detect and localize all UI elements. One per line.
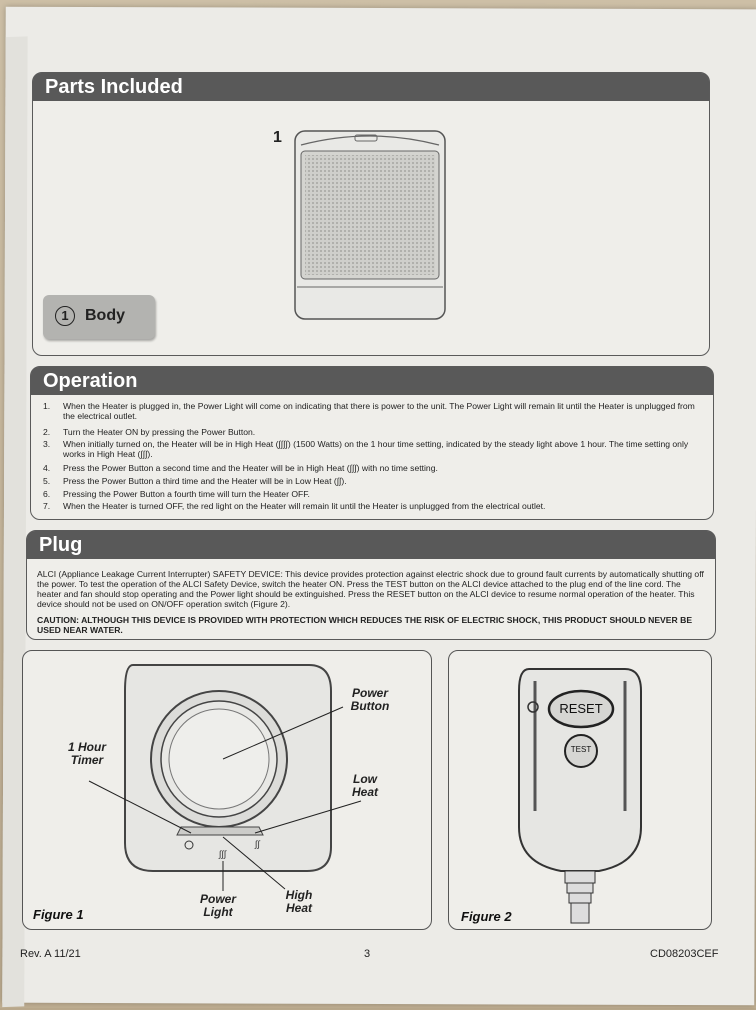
power-button-label: Power Button [350,686,390,713]
test-button: TEST [570,745,592,754]
body-label-badge [43,295,155,339]
operation-title: Operation [43,370,138,392]
plug-title: Plug [39,534,83,556]
low-heat-label: Low Heat [351,772,378,799]
parts-included-title: Parts Included [45,76,183,98]
heater-illustration [287,125,457,325]
body-label-number: 1 [55,306,75,326]
caution-text: CAUTION: ALTHOUGH THIS DEVICE IS PROVIDED WITH PROTECTION WHICH REDUCES THE RISK OF ELECTRIC SHOCK, THIS PRODUCT SHOULD NEVER BE USED NEAR WATER. [37,615,693,635]
plug-header [27,531,715,559]
body-label-text: Body [85,307,125,324]
figure-2-caption: Figure 2 [461,909,512,924]
figure-1-panel [22,650,432,930]
figure-1-caption: Figure 1 [33,907,84,922]
part-number: 1 [273,129,282,146]
one-hour-timer-label: 1 Hour Timer [67,740,106,767]
footer-revision: Rev. A 11/21 [20,948,81,960]
operation-section: Operation 1. When the Heater is plugged in, the Power Light will come on indicating that there is power to the unit. The Power Light will remain lit until the Heater is unplugged from the electrical outlet. 2. Turn the Heater ON by pressing the Power Button. 3. When initially turned on, the Heater will be in High Heat (∫∫∫∫) (1500 Watts) on the 1 hour time setting, indicated by the steady light above 1 hour. The time setting only works in High Heat (∫∫∫). 4. Press the Power Button a second time and the Heater will be in High Heat (∫∫∫) with no time setting. 5. Press the Power Button a third time and the Heater will be in Low Heat (∫∫). 6. Pressing the Power Button a fourth time will turn the Heater OFF. 7. When the Heater is turned OFF, the red light on the Heater will remain lit until the Heater is unplugged from the electrical outlet. [30,366,714,520]
reset-button: RESET [559,701,603,716]
operation-header [31,367,713,395]
parts-included-section [32,72,710,356]
alci-plug-illustration [449,651,711,929]
plug-paragraph: ALCI (Appliance Leakage Current Interrupter) SAFETY DEVICE: This device provides protection against electric shock due to ground fault currents by automatically shutting off the power. To test the operation of the ALCI Safety Device, switch the heater ON. Press the TEST button on the ALCI device attached to the plug end of the line cord. The heater and fan should stop operating and the Power light should be extinguished. Press the RESET button on the ALCI device to resume normal operation of the heater. This device should not be used on ON/OFF operation switch (Figure 2). [37,569,704,609]
power-light-label: Power Light [199,892,236,919]
svg-text:∫∫∫: ∫∫∫ [219,849,227,859]
plug-section [26,530,716,640]
high-heat-label: High Heat [285,888,313,915]
svg-text:∫∫: ∫∫ [255,839,260,849]
figure-2-panel [448,650,712,930]
parts-included-header [33,73,709,101]
footer-page-number: 3 [364,948,371,960]
footer-doc-code: CD08203CEF [650,948,719,960]
